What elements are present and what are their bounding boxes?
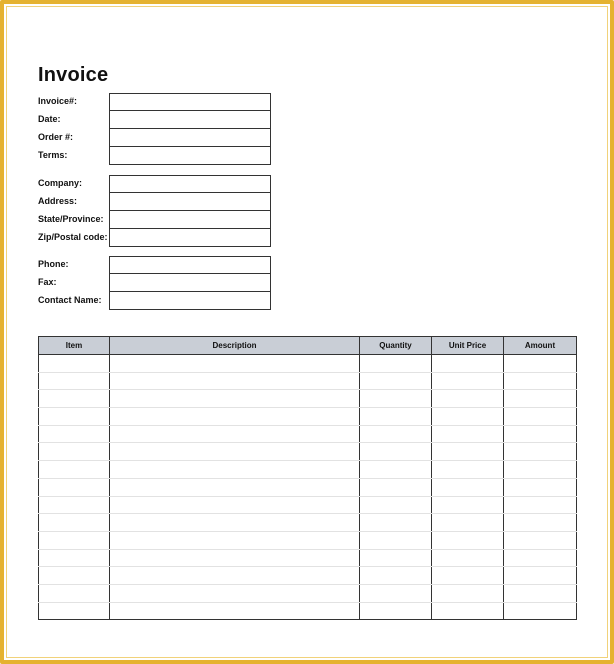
description-cell[interactable] bbox=[110, 390, 360, 408]
description-cell[interactable] bbox=[110, 355, 360, 373]
item-cell[interactable] bbox=[39, 514, 110, 532]
address-field[interactable] bbox=[109, 193, 271, 211]
field-label: Contact Name: bbox=[38, 295, 102, 305]
unit-price-cell[interactable] bbox=[432, 372, 504, 390]
quantity-cell[interactable] bbox=[360, 372, 432, 390]
quantity-cell[interactable] bbox=[360, 549, 432, 567]
description-cell[interactable] bbox=[110, 408, 360, 426]
unit-price-cell[interactable] bbox=[432, 584, 504, 602]
unit-price-cell[interactable] bbox=[432, 425, 504, 443]
unit-price-cell[interactable] bbox=[432, 549, 504, 567]
table-row bbox=[39, 372, 577, 390]
field-label: Fax: bbox=[38, 277, 57, 287]
field-label: Order #: bbox=[38, 132, 74, 142]
amount-cell[interactable] bbox=[504, 514, 577, 532]
field-label: Date: bbox=[38, 114, 61, 124]
amount-cell[interactable] bbox=[504, 443, 577, 461]
company-field[interactable] bbox=[109, 175, 271, 193]
quantity-cell[interactable] bbox=[360, 355, 432, 373]
quantity-cell[interactable] bbox=[360, 461, 432, 479]
amount-cell[interactable] bbox=[504, 461, 577, 479]
unit-price-cell[interactable] bbox=[432, 531, 504, 549]
fax-field[interactable] bbox=[109, 274, 271, 292]
field-label: Address: bbox=[38, 196, 78, 206]
description-cell[interactable] bbox=[110, 514, 360, 532]
table-row bbox=[39, 461, 577, 479]
description-cell[interactable] bbox=[110, 584, 360, 602]
quantity-cell[interactable] bbox=[360, 514, 432, 532]
unit-price-cell[interactable] bbox=[432, 567, 504, 585]
contact-name-field[interactable] bbox=[109, 292, 271, 310]
field-label: Terms: bbox=[38, 150, 68, 160]
item-cell[interactable] bbox=[39, 355, 110, 373]
amount-cell[interactable] bbox=[504, 531, 577, 549]
unit-price-cell[interactable] bbox=[432, 496, 504, 514]
line-items-table bbox=[38, 336, 577, 620]
item-cell[interactable] bbox=[39, 443, 110, 461]
terms-field[interactable] bbox=[109, 147, 271, 165]
unit-price-cell[interactable] bbox=[432, 443, 504, 461]
unit-price-cell[interactable] bbox=[432, 602, 504, 620]
field-label: Invoice#: bbox=[38, 96, 78, 106]
table-row bbox=[39, 602, 577, 620]
quantity-cell[interactable] bbox=[360, 408, 432, 426]
unit-price-cell[interactable] bbox=[432, 478, 504, 496]
quantity-cell[interactable] bbox=[360, 425, 432, 443]
quantity-cell[interactable] bbox=[360, 531, 432, 549]
zip-postal-field[interactable] bbox=[109, 229, 271, 247]
unit-price-cell[interactable] bbox=[432, 461, 504, 479]
item-cell[interactable] bbox=[39, 531, 110, 549]
column-header-unit-price: Unit Price bbox=[432, 337, 504, 355]
description-cell[interactable] bbox=[110, 372, 360, 390]
description-cell[interactable] bbox=[110, 531, 360, 549]
date-field[interactable] bbox=[109, 111, 271, 129]
quantity-cell[interactable] bbox=[360, 390, 432, 408]
field-label: Zip/Postal code: bbox=[38, 232, 108, 242]
amount-cell[interactable] bbox=[504, 567, 577, 585]
unit-price-cell[interactable] bbox=[432, 408, 504, 426]
amount-cell[interactable] bbox=[504, 372, 577, 390]
table-row bbox=[39, 567, 577, 585]
table-row bbox=[39, 478, 577, 496]
invoice-number-field[interactable] bbox=[109, 93, 271, 111]
description-cell[interactable] bbox=[110, 443, 360, 461]
invoice-title: Invoice bbox=[38, 64, 109, 86]
quantity-cell[interactable] bbox=[360, 602, 432, 620]
amount-cell[interactable] bbox=[504, 496, 577, 514]
description-cell[interactable] bbox=[110, 496, 360, 514]
item-cell[interactable] bbox=[39, 372, 110, 390]
item-cell[interactable] bbox=[39, 602, 110, 620]
description-cell[interactable] bbox=[110, 478, 360, 496]
column-header-item: Item bbox=[39, 337, 110, 355]
item-cell[interactable] bbox=[39, 496, 110, 514]
field-label: State/Province: bbox=[38, 214, 104, 224]
amount-cell[interactable] bbox=[504, 584, 577, 602]
item-cell[interactable] bbox=[39, 390, 110, 408]
field-label: Phone: bbox=[38, 259, 69, 269]
amount-cell[interactable] bbox=[504, 602, 577, 620]
table-row bbox=[39, 584, 577, 602]
item-cell[interactable] bbox=[39, 425, 110, 443]
item-cell[interactable] bbox=[39, 567, 110, 585]
table-row bbox=[39, 549, 577, 567]
quantity-cell[interactable] bbox=[360, 567, 432, 585]
table-row bbox=[39, 531, 577, 549]
table-row bbox=[39, 443, 577, 461]
amount-cell[interactable] bbox=[504, 390, 577, 408]
amount-cell[interactable] bbox=[504, 549, 577, 567]
amount-cell[interactable] bbox=[504, 478, 577, 496]
amount-cell[interactable] bbox=[504, 425, 577, 443]
description-cell[interactable] bbox=[110, 461, 360, 479]
field-label: Company: bbox=[38, 178, 83, 188]
column-header-quantity: Quantity bbox=[360, 337, 432, 355]
table-body bbox=[39, 355, 577, 620]
amount-cell[interactable] bbox=[504, 355, 577, 373]
table-row bbox=[39, 496, 577, 514]
unit-price-cell[interactable] bbox=[432, 514, 504, 532]
phone-field[interactable] bbox=[109, 256, 271, 274]
description-cell[interactable] bbox=[110, 602, 360, 620]
amount-cell[interactable] bbox=[504, 408, 577, 426]
table-header-row bbox=[39, 337, 577, 355]
unit-price-cell[interactable] bbox=[432, 390, 504, 408]
table-row bbox=[39, 408, 577, 426]
item-cell[interactable] bbox=[39, 461, 110, 479]
table-row bbox=[39, 355, 577, 373]
table-row bbox=[39, 390, 577, 408]
unit-price-cell[interactable] bbox=[432, 355, 504, 373]
table-row bbox=[39, 514, 577, 532]
quantity-cell[interactable] bbox=[360, 584, 432, 602]
table-row bbox=[39, 425, 577, 443]
column-header-amount: Amount bbox=[504, 337, 577, 355]
quantity-cell[interactable] bbox=[360, 478, 432, 496]
state-province-field[interactable] bbox=[109, 211, 271, 229]
description-cell[interactable] bbox=[110, 425, 360, 443]
quantity-cell[interactable] bbox=[360, 443, 432, 461]
item-cell[interactable] bbox=[39, 478, 110, 496]
item-cell[interactable] bbox=[39, 584, 110, 602]
item-cell[interactable] bbox=[39, 549, 110, 567]
description-cell[interactable] bbox=[110, 567, 360, 585]
quantity-cell[interactable] bbox=[360, 496, 432, 514]
description-cell[interactable] bbox=[110, 549, 360, 567]
item-cell[interactable] bbox=[39, 408, 110, 426]
column-header-description: Description bbox=[110, 337, 360, 355]
order-number-field[interactable] bbox=[109, 129, 271, 147]
